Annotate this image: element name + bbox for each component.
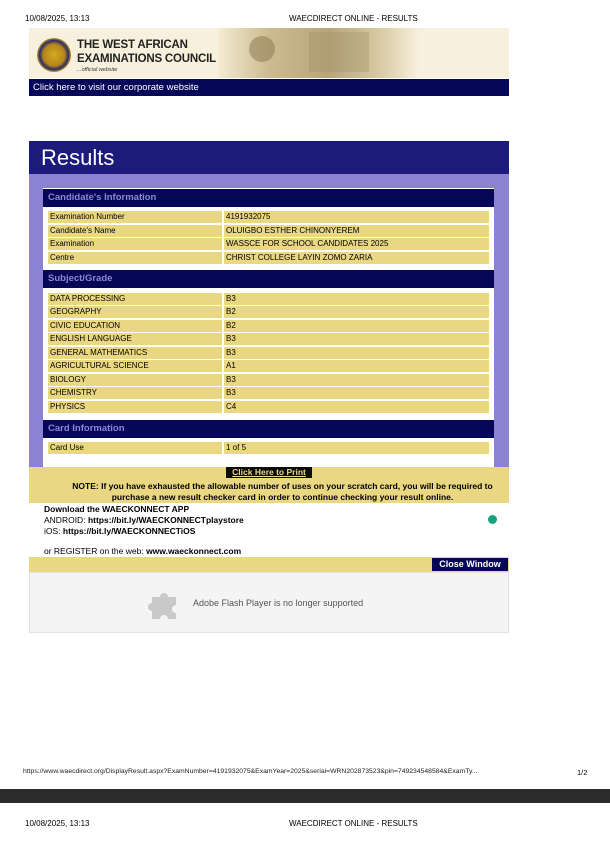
print-page-title: WAECDIRECT ONLINE - RESULTS	[289, 14, 418, 23]
print-datetime: 10/08/2025, 13:13	[25, 14, 90, 23]
row-value: 1 of 5	[224, 442, 489, 454]
subject-row	[48, 387, 489, 399]
subject-name: BIOLOGY	[48, 374, 222, 386]
subject-name: PHYSICS	[48, 401, 222, 413]
candidate-row	[48, 252, 489, 264]
subject-grade: B3	[224, 374, 489, 386]
row-value: OLUIGBO ESTHER CHINONYEREM	[224, 225, 489, 237]
page-separator	[0, 789, 610, 803]
org-tagline: ...official website	[77, 67, 118, 73]
candidate-info-heading: Candidate's Information	[43, 189, 494, 207]
register-label: or REGISTER on the web:	[44, 546, 144, 556]
print-datetime-page2: 10/08/2025, 13:13	[25, 819, 90, 828]
note-label: NOTE:	[72, 481, 99, 491]
android-label: ANDROID:	[44, 515, 86, 525]
subject-grade: B3	[224, 333, 489, 345]
candidate-row	[48, 211, 489, 223]
subject-name: GENERAL MATHEMATICS	[48, 347, 222, 359]
subject-grade: B3	[224, 347, 489, 359]
subject-row	[48, 401, 489, 413]
subject-grade-heading: Subject/Grade	[43, 270, 494, 288]
org-name-line2: EXAMINATIONS COUNCIL	[77, 53, 216, 65]
candidate-row	[48, 225, 489, 237]
status-dot-icon	[488, 515, 497, 524]
subject-row	[48, 320, 489, 332]
subject-row	[48, 306, 489, 318]
subject-row	[48, 333, 489, 345]
subject-name: AGRICULTURAL SCIENCE	[48, 360, 222, 372]
candidate-row	[48, 238, 489, 250]
subject-name: CHEMISTRY	[48, 387, 222, 399]
row-value: 4191932075	[224, 211, 489, 223]
row-label: Examination Number	[48, 211, 222, 223]
results-title: Results	[29, 141, 509, 174]
org-name-line1: THE WEST AFRICAN	[77, 39, 188, 51]
note-text-line2: purchase a new result checker card in order to continue checking your result online.	[111, 492, 454, 502]
app-download-heading: Download the WAECKONNECT APP	[44, 504, 190, 514]
note-line1	[56, 481, 509, 492]
print-footer-url: https://www.waecdirect.org/DisplayResult.aspx?ExamNumber=4191932075&ExamYear=2025&serial=WRN202873523&pin=749234548584&ExamTy...	[23, 768, 478, 775]
row-label: Candidate's Name	[48, 225, 222, 237]
subject-grade: A1	[224, 360, 489, 372]
row-value: CHRIST COLLEGE LAYIN ZOMO ZARIA	[224, 252, 489, 264]
scratch-card-note	[56, 481, 509, 503]
close-window-button[interactable]: Close Window	[432, 558, 508, 571]
subject-name: GEOGRAPHY	[48, 306, 222, 318]
card-info-heading: Card Information	[43, 420, 494, 438]
android-line	[44, 515, 244, 526]
print-page-number: 1/2	[577, 768, 588, 777]
android-link[interactable]: https://bit.ly/WAECKONNECTplaystore	[87, 515, 244, 525]
subject-grade: C4	[224, 401, 489, 413]
subject-row	[48, 374, 489, 386]
subject-grade: B3	[224, 387, 489, 399]
print-page-title-page2: WAECDIRECT ONLINE - RESULTS	[289, 819, 418, 828]
flash-message: Adobe Flash Player is no longer supported	[193, 598, 364, 608]
ios-label: iOS:	[44, 526, 61, 536]
subject-grade: B3	[224, 293, 489, 305]
waec-banner[interactable]	[29, 28, 509, 78]
ios-link[interactable]: https://bit.ly/WAECKONNECTiOS	[62, 526, 196, 536]
row-label: Centre	[48, 252, 222, 264]
print-button[interactable]: Click Here to Print	[226, 467, 312, 478]
subject-row	[48, 347, 489, 359]
corporate-website-link[interactable]: Click here to visit our corporate website	[29, 79, 509, 96]
subject-name: DATA PROCESSING	[48, 293, 222, 305]
subject-grade: B2	[224, 306, 489, 318]
subject-grade: B2	[224, 320, 489, 332]
banner-photo	[219, 28, 419, 78]
register-line	[44, 546, 241, 557]
plugin-puzzle-icon	[148, 587, 182, 621]
note-line2	[56, 492, 509, 503]
row-value: WASSCE FOR SCHOOL CANDIDATES 2025	[224, 238, 489, 250]
card-row	[48, 442, 489, 454]
row-label: Examination	[48, 238, 222, 250]
note-text-line1: If you have exhausted the allowable number of uses on your scratch card, you will be required to	[101, 481, 493, 491]
subject-name: ENGLISH LANGUAGE	[48, 333, 222, 345]
subject-name: CIVIC EDUCATION	[48, 320, 222, 332]
flash-placeholder	[29, 572, 509, 633]
waec-seal-icon	[37, 38, 71, 72]
subject-row	[48, 360, 489, 372]
ios-line	[44, 526, 195, 537]
row-label: Card Use	[48, 442, 222, 454]
register-link[interactable]: www.waeckonnect.com	[146, 546, 242, 556]
subject-row	[48, 293, 489, 305]
